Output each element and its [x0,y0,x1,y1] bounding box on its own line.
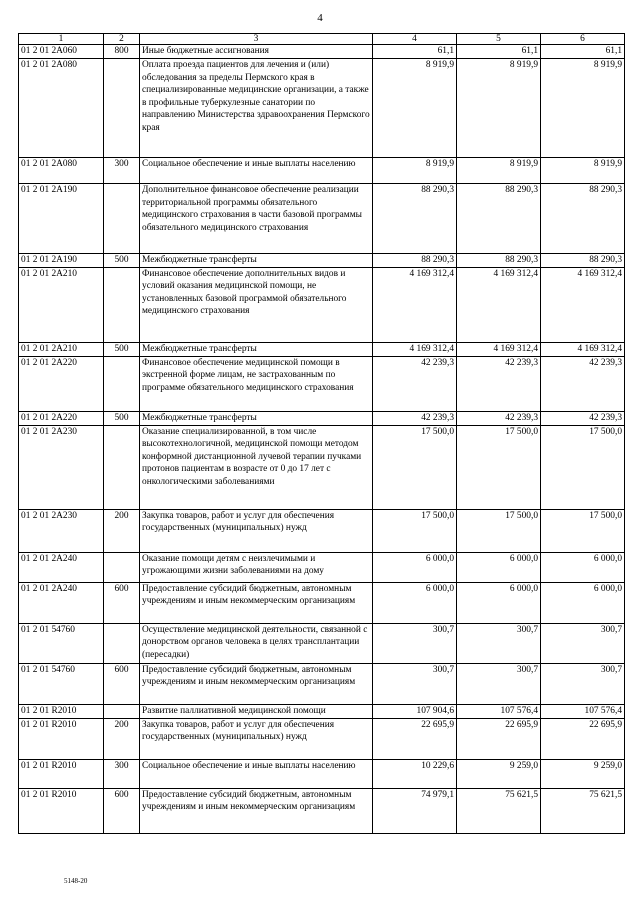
row-value-col4: 61,1 [373,45,457,59]
row-value-col4: 42 239,3 [373,411,457,425]
row-code: 01 2 01 54760 [19,663,104,704]
table-row [19,45,625,59]
row-name: Предоставление субсидий бюджетным, автономным учреждениям и иным некоммерческим организациям [140,663,373,704]
table-row [19,158,625,184]
row-value-col5: 6 000,0 [457,582,541,623]
row-value-col4: 8 919,9 [373,59,457,158]
row-name: Дополнительное финансовое обеспечение реализации территориальной программы обязательного медицинского страхования в части базовой программы обязательного медицинского страхования [140,184,373,254]
row-value-col4: 300,7 [373,623,457,663]
row-value-col4: 17 500,0 [373,509,457,552]
row-name: Межбюджетные трансферты [140,254,373,268]
row-expense-type: 500 [104,411,140,425]
row-expense-type [104,704,140,718]
row-value-col4: 74 979,1 [373,788,457,833]
row-value-col4: 6 000,0 [373,552,457,582]
row-name: Закупка товаров, работ и услуг для обеспечения государственных (муниципальных) нужд [140,718,373,759]
row-value-col6: 6 000,0 [541,552,625,582]
row-value-col6: 8 919,9 [541,158,625,184]
row-expense-type: 500 [104,254,140,268]
row-code: 01 2 01 2A080 [19,59,104,158]
table-row [19,411,625,425]
row-value-col5: 42 239,3 [457,411,541,425]
table-row [19,552,625,582]
row-expense-type [104,184,140,254]
row-code: 01 2 01 2A190 [19,254,104,268]
row-expense-type: 500 [104,342,140,356]
row-name: Осуществление медицинской деятельности, связанной с донорством органов человека в целях трансплантации (пересадки) [140,623,373,663]
row-expense-type: 800 [104,45,140,59]
page-number: 4 [317,12,323,24]
row-expense-type [104,59,140,158]
row-value-col4: 8 919,9 [373,158,457,184]
row-value-col4: 88 290,3 [373,184,457,254]
row-value-col6: 4 169 312,4 [541,267,625,342]
row-code: 01 2 01 2A230 [19,425,104,509]
row-code: 01 2 01 2A240 [19,582,104,623]
row-value-col5: 88 290,3 [457,184,541,254]
row-value-col6: 107 576,4 [541,704,625,718]
row-expense-type [104,267,140,342]
row-name: Оказание помощи детям с неизлечимыми и угрожающими жизни заболеваниями на дому [140,552,373,582]
row-value-col5: 8 919,9 [457,158,541,184]
row-value-col6: 88 290,3 [541,254,625,268]
row-code: 01 2 01 2A060 [19,45,104,59]
row-name: Закупка товаров, работ и услуг для обеспечения государственных (муниципальных) нужд [140,509,373,552]
row-name: Оказание специализированной, в том числе высокотехнологичной, медицинской помощи методом конформной дистанционной лучевой терапии пучками протонов пациентам в возрасте от 0 до 17 лет с онкологическими заболеваниями [140,425,373,509]
table-row [19,663,625,704]
row-code: 01 2 01 R2010 [19,759,104,788]
row-name: Предоставление субсидий бюджетным, автономным учреждениям и иным некоммерческим организациям [140,788,373,833]
row-code: 01 2 01 2A240 [19,552,104,582]
row-value-col6: 17 500,0 [541,425,625,509]
row-value-col5: 22 695,9 [457,718,541,759]
row-name: Предоставление субсидий бюджетным, автономным учреждениям и иным некоммерческим организациям [140,582,373,623]
header-col-1: 1 [19,34,104,45]
table-row [19,184,625,254]
row-value-col5: 6 000,0 [457,552,541,582]
row-expense-type: 300 [104,759,140,788]
table-row [19,59,625,158]
row-value-col5: 61,1 [457,45,541,59]
row-expense-type: 300 [104,158,140,184]
row-code: 01 2 01 2A220 [19,356,104,411]
table-row [19,342,625,356]
row-name: Социальное обеспечение и иные выплаты населению [140,759,373,788]
row-value-col5: 17 500,0 [457,509,541,552]
table-row [19,254,625,268]
row-value-col4: 10 229,6 [373,759,457,788]
row-value-col5: 4 169 312,4 [457,342,541,356]
row-value-col6: 4 169 312,4 [541,342,625,356]
row-code: 01 2 01 2A190 [19,184,104,254]
row-expense-type: 600 [104,788,140,833]
row-value-col5: 300,7 [457,663,541,704]
row-expense-type: 200 [104,509,140,552]
table-row [19,704,625,718]
row-name: Финансовое обеспечение медицинской помощи в экстренной форме лицам, не застрахованным по программе обязательного медицинского страхования [140,356,373,411]
header-row [19,34,625,45]
row-value-col6: 42 239,3 [541,411,625,425]
row-name: Финансовое обеспечение дополнительных видов и условий оказания медицинской помощи, не установленных базовой программой обязательного медицинского страхования [140,267,373,342]
table-row [19,582,625,623]
row-value-col6: 6 000,0 [541,582,625,623]
row-value-col6: 8 919,9 [541,59,625,158]
table-row [19,509,625,552]
header-col-4: 4 [373,34,457,45]
row-value-col6: 75 621,5 [541,788,625,833]
row-expense-type [104,356,140,411]
row-name: Развитие паллиативной медицинской помощи [140,704,373,718]
row-code: 01 2 01 R2010 [19,718,104,759]
row-value-col4: 17 500,0 [373,425,457,509]
row-value-col6: 42 239,3 [541,356,625,411]
row-code: 01 2 01 2A080 [19,158,104,184]
row-value-col4: 4 169 312,4 [373,342,457,356]
row-value-col5: 88 290,3 [457,254,541,268]
row-value-col4: 107 904,6 [373,704,457,718]
row-code: 01 2 01 R2010 [19,704,104,718]
row-value-col5: 4 169 312,4 [457,267,541,342]
row-name: Межбюджетные трансферты [140,411,373,425]
table-row [19,267,625,342]
row-value-col6: 22 695,9 [541,718,625,759]
row-value-col5: 8 919,9 [457,59,541,158]
row-expense-type [104,552,140,582]
table-row [19,718,625,759]
row-name: Социальное обеспечение и иные выплаты населению [140,158,373,184]
row-value-col4: 300,7 [373,663,457,704]
row-value-col5: 107 576,4 [457,704,541,718]
row-value-col5: 9 259,0 [457,759,541,788]
row-value-col5: 75 621,5 [457,788,541,833]
row-code: 01 2 01 2A220 [19,411,104,425]
table-row [19,425,625,509]
row-expense-type: 600 [104,582,140,623]
row-value-col6: 300,7 [541,663,625,704]
row-value-col4: 22 695,9 [373,718,457,759]
header-col-5: 5 [457,34,541,45]
row-code: 01 2 01 2A210 [19,342,104,356]
table-row [19,788,625,833]
row-code: 01 2 01 R2010 [19,788,104,833]
row-name: Иные бюджетные ассигнования [140,45,373,59]
budget-table [18,33,625,834]
row-code: 01 2 01 54760 [19,623,104,663]
row-expense-type: 600 [104,663,140,704]
row-value-col5: 42 239,3 [457,356,541,411]
header-col-2: 2 [104,34,140,45]
row-expense-type [104,425,140,509]
row-value-col6: 9 259,0 [541,759,625,788]
row-value-col6: 17 500,0 [541,509,625,552]
row-value-col6: 88 290,3 [541,184,625,254]
table-row [19,759,625,788]
header-col-6: 6 [541,34,625,45]
row-expense-type [104,623,140,663]
row-code: 01 2 01 2A210 [19,267,104,342]
row-value-col5: 300,7 [457,623,541,663]
row-value-col4: 6 000,0 [373,582,457,623]
row-value-col5: 17 500,0 [457,425,541,509]
row-value-col4: 42 239,3 [373,356,457,411]
row-value-col4: 4 169 312,4 [373,267,457,342]
row-value-col6: 61,1 [541,45,625,59]
table-row [19,623,625,663]
row-name: Оплата проезда пациентов для лечения и (или) обследования за пределы Пермского края в специализированные медицинские организации, а также в профильные туберкулезные санатории по направлению Министерства здравоохранения Пермского края [140,59,373,158]
row-value-col4: 88 290,3 [373,254,457,268]
row-name: Межбюджетные трансферты [140,342,373,356]
row-expense-type: 200 [104,718,140,759]
header-col-3: 3 [140,34,373,45]
table-row [19,356,625,411]
row-value-col6: 300,7 [541,623,625,663]
footer-document-code: 5148-20 [64,877,88,885]
row-code: 01 2 01 2A230 [19,509,104,552]
